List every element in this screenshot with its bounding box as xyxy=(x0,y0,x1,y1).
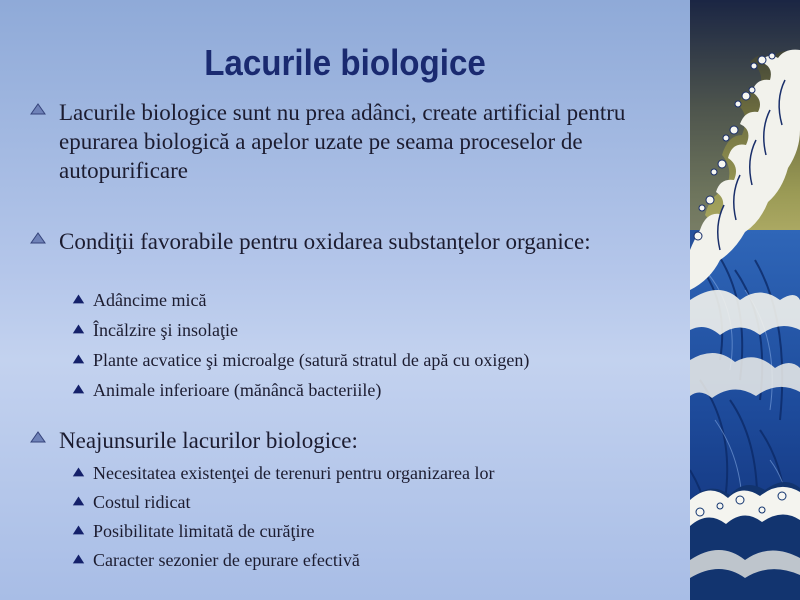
triangle-bullet-icon xyxy=(30,230,46,246)
sub-bullet-item xyxy=(72,549,672,571)
sub-bullet-item xyxy=(72,379,672,401)
sub-bullet-text: Costul ridicat xyxy=(93,492,191,512)
triangle-bullet-icon xyxy=(72,523,85,536)
slide-title: Lacurile biologice xyxy=(204,42,486,83)
triangle-bullet-icon xyxy=(30,429,46,445)
triangle-bullet-icon xyxy=(72,382,85,395)
sub-bullet-item xyxy=(72,319,672,341)
triangle-bullet-icon xyxy=(72,322,85,335)
bullet-item xyxy=(30,227,670,256)
sub-bullet-text: Încălzire şi insolaţie xyxy=(93,320,238,340)
sub-bullet-item xyxy=(72,462,672,484)
bullet-text: Neajunsurile lacurilor biologice: xyxy=(59,428,358,453)
sub-bullet-item xyxy=(72,289,672,311)
sub-bullet-text: Animale inferioare (mănâncă bacteriile) xyxy=(93,380,382,400)
bullet-text: Condiţii favorabile pentru oxidarea substanţelor organice: xyxy=(59,229,591,254)
sub-bullet-text: Plante acvatice şi microalge (satură stratul de apă cu oxigen) xyxy=(93,350,530,370)
triangle-bullet-icon xyxy=(30,101,46,117)
sub-bullet-text: Posibilitate limitată de curăţire xyxy=(93,521,315,541)
triangle-bullet-icon xyxy=(72,465,85,478)
bullet-text: Lacurile biologice sunt nu prea adânci, create artificial pentru epurarea biologică a apelor uzate pe seama proceselor de autopurificare xyxy=(59,100,626,183)
triangle-bullet-icon xyxy=(72,352,85,365)
sub-bullet-text: Adâncime mică xyxy=(93,290,207,310)
sub-bullet-text: Necesitatea existenţei de terenuri pentru organizarea lor xyxy=(93,463,495,483)
bullet-item xyxy=(30,426,670,455)
triangle-bullet-icon xyxy=(72,292,85,305)
sub-bullet-item xyxy=(72,491,672,513)
triangle-bullet-icon xyxy=(72,494,85,507)
sub-bullet-item xyxy=(72,520,672,542)
bullet-item xyxy=(30,98,670,185)
triangle-bullet-icon xyxy=(72,552,85,565)
wave-art-panel xyxy=(690,0,800,600)
sub-bullet-text: Caracter sezonier de epurare efectivă xyxy=(93,550,360,570)
sub-bullet-item xyxy=(72,349,672,371)
